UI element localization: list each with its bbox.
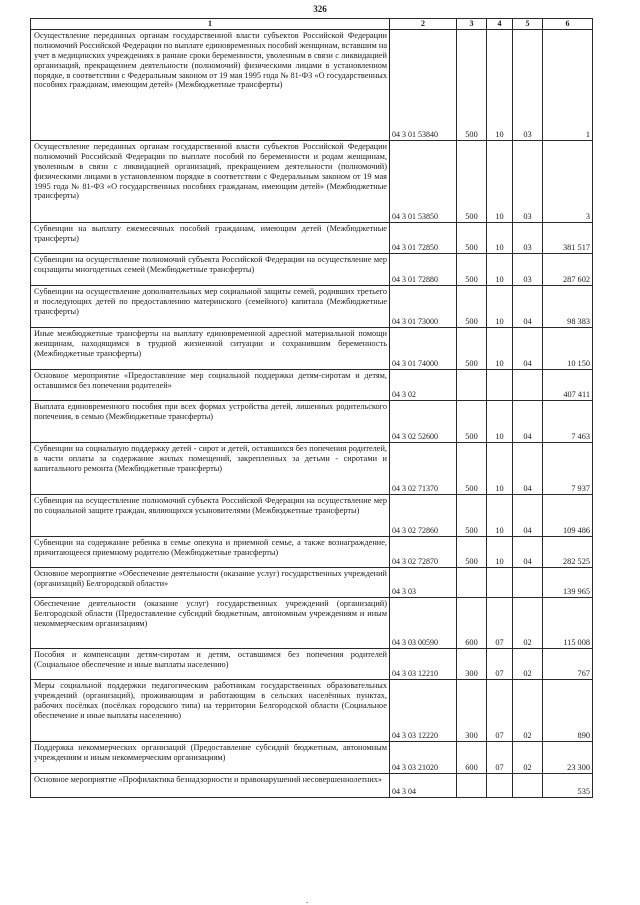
table-row [31,741,593,773]
row-section: 10 [487,494,513,536]
row-code: 04 3 03 12220 [390,679,457,741]
table-row [31,253,593,285]
row-expense-type: 500 [457,253,487,285]
row-section: 10 [487,400,513,442]
row-name: Меры социальной поддержки педагогическим работникам государственных образовательных учреждений (организаций), проживающим и работающим в сельских населённых пунктах, рабочих посёлках (посёлках городского типа) на территории Белгородской области (Социальное обеспечение и иные выплаты населению) [31,679,390,741]
row-code: 04 3 01 73000 [390,285,457,327]
row-expense-type [457,773,487,797]
table-row [31,679,593,741]
row-expense-type: 500 [457,327,487,369]
row-section: 10 [487,222,513,253]
row-expense-type: 300 [457,679,487,741]
row-expense-type: 500 [457,29,487,140]
table-row [31,400,593,442]
row-amount: 287 602 [543,253,593,285]
footer-mark: . [306,896,308,905]
row-section [487,773,513,797]
row-name: Основное мероприятие «Обеспечение деятельности (оказание услуг) государственных учреждений (организаций) Белгородской области» [31,567,390,597]
row-amount: 381 517 [543,222,593,253]
table-row [31,773,593,797]
row-amount: 535 [543,773,593,797]
row-code: 04 3 01 74000 [390,327,457,369]
row-expense-type: 500 [457,285,487,327]
row-amount: 109 486 [543,494,593,536]
row-subsection: 04 [513,494,543,536]
row-expense-type: 600 [457,597,487,648]
row-name: Пособия и компенсации детям-сиротам и детям, оставшимся без попечения родителей (Социальное обеспечение и иные выплаты населению) [31,648,390,679]
row-expense-type: 500 [457,442,487,494]
row-code: 04 3 02 72870 [390,536,457,567]
table-row [31,29,593,140]
row-amount: 7 937 [543,442,593,494]
table-row [31,494,593,536]
row-section [487,567,513,597]
row-amount: 282 525 [543,536,593,567]
row-amount: 7 463 [543,400,593,442]
row-amount: 115 008 [543,597,593,648]
row-amount: 139 965 [543,567,593,597]
row-code: 04 3 02 [390,369,457,400]
table-row [31,442,593,494]
row-section: 07 [487,597,513,648]
row-expense-type: 500 [457,400,487,442]
row-section: 10 [487,253,513,285]
column-header-amount: 6 [543,19,593,30]
row-code: 04 3 01 53850 [390,140,457,222]
row-name: Осуществление переданных органам государственной власти субъектов Российской Федерации полномочий Российской Федерации по выплате пособий по беременности и родам женщинам, уволенным в связи с ликвидацией организаций, прекращением деятельности (полномочий) физическими лицами в установленном порядке в соответствии с Федеральным законом от 19 мая 1995 года № 81-ФЗ «О государственных пособиях гражданам, имеющим детей» (Межбюджетные трансферты) [31,140,390,222]
row-code: 04 3 02 71370 [390,442,457,494]
row-code: 04 3 03 [390,567,457,597]
row-subsection: 02 [513,597,543,648]
row-code: 04 3 02 72860 [390,494,457,536]
row-amount: 23 300 [543,741,593,773]
row-code: 04 3 03 00590 [390,597,457,648]
row-subsection: 04 [513,442,543,494]
row-expense-type: 500 [457,494,487,536]
row-expense-type: 600 [457,741,487,773]
row-subsection: 04 [513,327,543,369]
row-code: 04 3 03 21020 [390,741,457,773]
row-amount: 3 [543,140,593,222]
column-header-subsection: 5 [513,19,543,30]
row-section: 10 [487,29,513,140]
row-subsection: 02 [513,741,543,773]
row-subsection [513,773,543,797]
row-expense-type: 300 [457,648,487,679]
row-subsection: 04 [513,536,543,567]
row-expense-type [457,369,487,400]
table-body [31,29,593,797]
row-amount: 767 [543,648,593,679]
row-expense-type [457,567,487,597]
row-expense-type: 500 [457,222,487,253]
table-row [31,285,593,327]
row-section: 07 [487,741,513,773]
row-name: Основное мероприятие «Предоставление мер социальной поддержки детям-сиротам и детям, оставшимся без попечения родителей» [31,369,390,400]
row-code: 04 3 01 72850 [390,222,457,253]
column-header-expense-type: 3 [457,19,487,30]
row-section: 07 [487,679,513,741]
row-section: 10 [487,327,513,369]
row-subsection [513,567,543,597]
row-subsection: 03 [513,140,543,222]
table-row [31,369,593,400]
table-header-row [31,19,593,30]
row-subsection: 02 [513,648,543,679]
row-section: 10 [487,442,513,494]
row-section: 10 [487,285,513,327]
row-section [487,369,513,400]
row-code: 04 3 03 12210 [390,648,457,679]
row-name: Субвенция на осуществление полномочий субъекта Российской Федерации на осуществление мер по социальной защите граждан, являющихся усыновителями (Межбюджетные трансферты) [31,494,390,536]
row-name: Субвенции на осуществление полномочий субъекта Российской Федерации на осуществление мер соцзащиты многодетных семей (Межбюджетные трансферты) [31,253,390,285]
row-subsection [513,369,543,400]
row-code: 04 3 01 72880 [390,253,457,285]
row-section: 10 [487,140,513,222]
table-row [31,222,593,253]
row-name: Обеспечение деятельности (оказание услуг) государственных учреждений (организаций) Белгородской области (Предоставление субсидий бюджетным, автономным учреждениям и иным некоммерческим организациям) [31,597,390,648]
row-subsection: 03 [513,222,543,253]
row-code: 04 3 02 52600 [390,400,457,442]
row-expense-type: 500 [457,536,487,567]
row-subsection: 02 [513,679,543,741]
row-amount: 98 383 [543,285,593,327]
row-subsection: 04 [513,285,543,327]
row-code: 04 3 04 [390,773,457,797]
row-name: Основное мероприятие «Профилактика безнадзорности и правонарушений несовершеннолетних» [31,773,390,797]
column-header-section: 4 [487,19,513,30]
row-subsection: 03 [513,29,543,140]
row-name: Осуществление переданных органам государственной власти субъектов Российской Федерации полномочий Российской Федерации по выплате единовременных пособий женщинам, вставшим на учет в медицинских учреждениях в ранние сроки беременности, уволенным в связи с ликвидацией организаций, прекращением деятельности (полномочий) физическими лицами в установленном порядке, в соответствии с Федеральным законом от 19 мая 1995 года № 81-ФЗ «О государственных пособиях гражданам, имеющим детей» (Межбюджетные трансферты) [31,29,390,140]
table-row [31,567,593,597]
row-name: Субвенции на содержание ребенка в семье опекуна и приемной семье, а также вознаграждение, причитающееся приемному родителю (Межбюджетные трансферты) [31,536,390,567]
table-row [31,648,593,679]
row-name: Поддержка некоммерческих организаций (Предоставление субсидий бюджетным, автономным учреждениям и иным некоммерческим организациям) [31,741,390,773]
table-row [31,536,593,567]
row-amount: 1 [543,29,593,140]
row-name: Субвенции на социальную поддержку детей - сирот и детей, оставшихся без попечения родителей, в части оплаты за содержание жилых помещений, закрепленных за детьми - сиротами и капитального ремонта (Межбюджетные трансферты) [31,442,390,494]
row-amount: 10 150 [543,327,593,369]
row-name: Субвенции на осуществление дополнительных мер социальной защиты семей, родивших третьего и последующих детей по предоставлению материнского (семейного) капитала (Межбюджетные трансферты) [31,285,390,327]
row-code: 04 3 01 53840 [390,29,457,140]
row-amount: 407 411 [543,369,593,400]
table-row [31,327,593,369]
table-row [31,140,593,222]
row-name: Выплата единовременного пособия при всех формах устройства детей, лишенных родительского попечения, в семью (Межбюджетные трансферты) [31,400,390,442]
budget-table [30,18,593,798]
row-section: 10 [487,536,513,567]
row-expense-type: 500 [457,140,487,222]
table-row [31,597,593,648]
row-amount: 890 [543,679,593,741]
column-header-name: 1 [31,19,390,30]
row-section: 07 [487,648,513,679]
column-header-code: 2 [390,19,457,30]
row-subsection: 04 [513,400,543,442]
row-name: Субвенции на выплату ежемесячных пособий гражданам, имеющим детей (Межбюджетные трансферты) [31,222,390,253]
row-name: Иные межбюджетные трансферты на выплату единовременной адресной материальной помощи женщинам, находящимся в трудной жизненной ситуации и сохранившим беременность (Межбюджетные трансферты) [31,327,390,369]
row-subsection: 03 [513,253,543,285]
page-number: 326 [313,4,327,14]
